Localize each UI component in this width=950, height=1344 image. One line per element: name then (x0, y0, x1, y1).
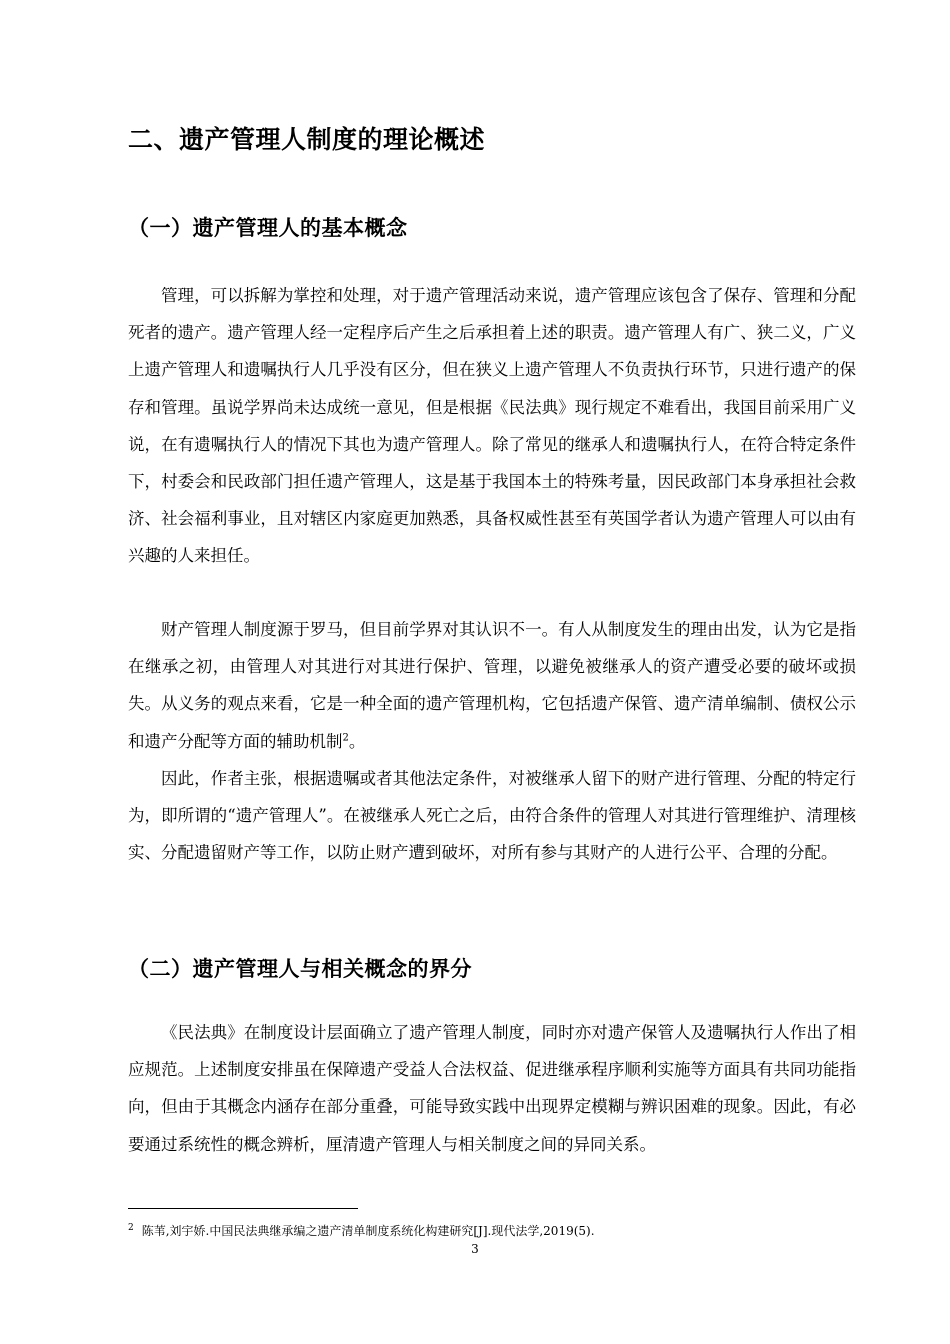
paragraph-roman-origin-text: 财产管理人制度源于罗马，但目前学界对其认识不一。有人从制度发生的理由出发，认为它是指在继承之初，由管理人对其进行对其进行保护、管理，以避免被继承人的资产遭受必要的破坏或损失。从义务的观点来看，它是一种全面的遗产管理机构，它包括遗产保管、遗产清单编制、债权公示和遗产分配等方面的辅助机制 (128, 620, 856, 751)
footnote-mark: 2 (128, 1223, 134, 1233)
paragraph-civil-code: 《民法典》在制度设计层面确立了遗产管理人制度，同时亦对遗产保管人及遗嘱执行人作出了相应规范。上述制度安排虽在保障遗产受益人合法权益、促进继承程序顺利实施等方面具有共同功能指向，但由于其概念内涵存在部分重叠，可能导致实践中出现界定模糊与辨识困难的现象。因此，有必要通过系统性的概念辨析，厘清遗产管理人与相关制度之间的异同关系。 (128, 1023, 856, 1154)
paragraph-roman-origin-end: 。 (348, 731, 366, 751)
footnote (128, 1222, 595, 1240)
section-heading-distinction: （二）遗产管理人与相关概念的界分 (128, 957, 472, 981)
section-heading-basic-concept: （一）遗产管理人的基本概念 (128, 216, 408, 240)
footnote-separator (128, 1208, 358, 1209)
footnote-reference[interactable]: 2 (342, 732, 349, 744)
page-number: 3 (471, 1242, 479, 1256)
chapter-heading: 二、遗产管理人制度的理论概述 (128, 125, 486, 154)
footnote-text: 陈苇,刘宇娇.中国民法典继承编之遗产清单制度系统化构建研究[J].现代法学,2019(5). (141, 1224, 595, 1238)
paragraph-management-definition: 管理，可以拆解为掌控和处理，对于遗产管理活动来说，遗产管理应该包含了保存、管理和分配死者的遗产。遗产管理人经一定程序后产生之后承担着上述的职责。遗产管理人有广、狭二义，广义上遗产管理人和遗嘱执行人几乎没有区分，但在狭义上遗产管理人不负责执行环节，只进行遗产的保存和管理。虽说学界尚未达成统一意见，但是根据《民法典》现行规定不难看出，我国目前采用广义说，在有遗嘱执行人的情况下其也为遗产管理人。除了常见的继承人和遗嘱执行人，在符合特定条件下，村委会和民政部门担任遗产管理人，这是基于我国本土的特殊考量，因民政部门本身承担社会救济、社会福利事业，且对辖区内家庭更加熟悉，具备权威性甚至有英国学者认为遗产管理人可以由有兴趣的人来担任。 (128, 286, 856, 566)
paragraph-author-view: 因此，作者主张，根据遗嘱或者其他法定条件，对被继承人留下的财产进行管理、分配的特定行为，即所谓的“遗产管理人”。在被继承人死亡之后，由符合条件的管理人对其进行管理维护、清理核实、分配遗留财产等工作，以防止财产遭到破坏，对所有参与其财产的人进行公平、合理的分配。 (128, 769, 856, 863)
paragraph-roman-origin (128, 611, 856, 760)
